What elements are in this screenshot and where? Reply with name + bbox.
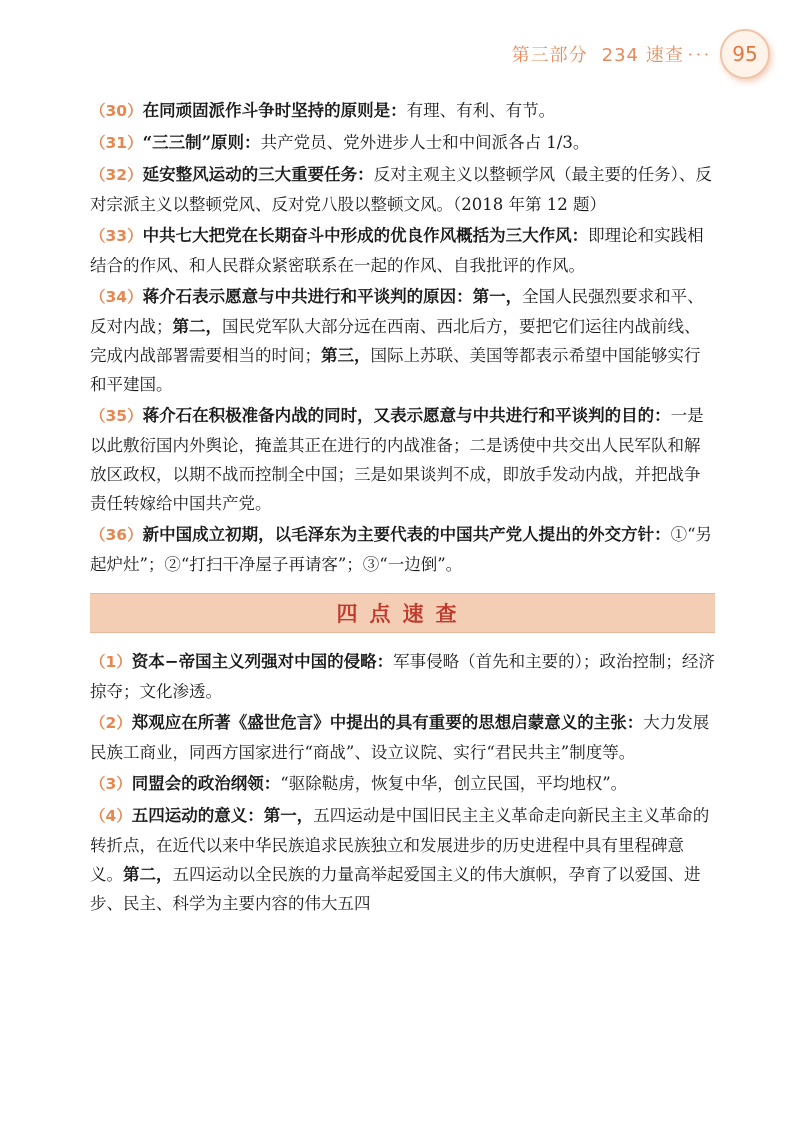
item-point-label: 第一， bbox=[263, 806, 314, 825]
item-point-text: 五四运动是中国旧民主主义革命走向新民主主义革命的转折点，在近代以来中华民族追求民族独立和发展进步的历史进程中具有里程碑意义。 bbox=[90, 806, 710, 884]
item-heading: 资本−帝国主义列强对中国的侵略： bbox=[131, 652, 394, 671]
item-point-text: 全国人民强烈要求和平、反对内战； bbox=[90, 287, 704, 336]
item-heading: 蒋介石在积极准备内战的同时，又表示愿意与中共进行和平谈判的目的： bbox=[142, 406, 671, 425]
item-heading: 五四运动的意义： bbox=[131, 806, 264, 825]
item-text: 即理论和实践相结合的作风、和人民群众紧密联系在一起的作风、自我批评的作风。 bbox=[90, 226, 704, 275]
header-title: 234 速查 bbox=[601, 45, 684, 66]
list-item bbox=[90, 160, 715, 219]
item-heading: 郑观应在所著《盛世危言》中提出的具有重要的思想启蒙意义的主张： bbox=[131, 713, 644, 732]
item-text: 有理、有利、有节。 bbox=[406, 101, 556, 120]
item-point-label: 第二， bbox=[172, 317, 222, 336]
page-header bbox=[512, 30, 770, 78]
list-item bbox=[90, 708, 715, 767]
item-list-top bbox=[90, 96, 715, 579]
item-number: （32） bbox=[90, 166, 143, 184]
item-number: （34） bbox=[90, 288, 143, 306]
list-item bbox=[90, 769, 715, 799]
item-heading: 同盟会的政治纲领： bbox=[131, 774, 281, 793]
item-text: 军事侵略（首先和主要的）；政治控制；经济掠夺；文化渗透。 bbox=[90, 652, 715, 701]
section-banner bbox=[90, 593, 715, 633]
item-point-label: 第一， bbox=[472, 287, 523, 306]
list-item bbox=[90, 282, 715, 399]
item-number: （31） bbox=[90, 134, 143, 152]
item-number: （2） bbox=[90, 714, 132, 732]
list-item bbox=[90, 401, 715, 518]
list-item bbox=[90, 128, 715, 158]
page-number: 95 bbox=[720, 29, 770, 79]
item-text: 大力发展民族工商业，同西方国家进行“商战”、设立议院、实行“君民共主”制度等。 bbox=[90, 713, 710, 762]
item-heading: 蒋介石表示愿意与中共进行和平谈判的原因： bbox=[142, 287, 473, 306]
item-point-label: 第二， bbox=[123, 865, 173, 884]
item-number: （3） bbox=[90, 775, 132, 793]
item-number: （30） bbox=[90, 102, 143, 120]
header-dots-icon: ··· bbox=[687, 44, 712, 64]
item-heading: 新中国成立初期，以毛泽东为主要代表的中国共产党人提出的外交方针： bbox=[142, 525, 671, 544]
list-item bbox=[90, 221, 715, 280]
item-text: ①“另起炉灶”；②“打扫干净屋子再请客”；③“一边倒”。 bbox=[90, 525, 713, 574]
item-heading: “三三制”原则： bbox=[142, 133, 261, 152]
page-content bbox=[90, 96, 715, 920]
item-heading: 延安整风运动的三大重要任务： bbox=[142, 165, 374, 184]
item-point-text: 国际上苏联、美国等都表示希望中国能够实行和平建国。 bbox=[90, 346, 701, 394]
item-number: （35） bbox=[90, 407, 143, 425]
item-number: （33） bbox=[90, 227, 143, 245]
list-item bbox=[90, 647, 715, 706]
section-title: 四点速查 bbox=[336, 602, 469, 626]
item-point-text: 国民党军队大部分远在西南、西北后方，要把它们运往内战前线、完成内战部署需要相当的时间； bbox=[90, 317, 701, 365]
header-section-label: 第三部分 bbox=[511, 45, 588, 66]
item-heading: 在同顽固派作斗争时坚持的原则是： bbox=[142, 101, 407, 120]
item-number: （36） bbox=[90, 526, 143, 544]
item-point-text: 五四运动以全民族的力量高举起爱国主义的伟大旗帜，孕育了以爱国、进步、民主、科学为主要内容的伟大五四 bbox=[90, 865, 701, 913]
list-item bbox=[90, 96, 715, 126]
item-text: 一是以此敷衍国内外舆论，掩盖其正在进行的内战准备；二是诱使中共交出人民军队和解放区政权，以期不战而控制全中国；三是如果谈判不成，即放手发动内战，并把战争责任转嫁给中国共产党。 bbox=[90, 406, 704, 513]
list-item bbox=[90, 801, 715, 918]
item-number: （1） bbox=[90, 653, 132, 671]
item-list-bottom bbox=[90, 647, 715, 918]
item-heading: 中共七大把党在长期奋斗中形成的优良作风概括为三大作风： bbox=[142, 226, 589, 245]
item-number: （4） bbox=[90, 807, 132, 825]
item-text: “驱除鞑虏，恢复中华，创立民国，平均地权”。 bbox=[280, 774, 628, 793]
item-text: 共产党员、党外进步人士和中间派各占 1/3。 bbox=[260, 133, 590, 152]
item-point-label: 第三， bbox=[321, 346, 371, 365]
item-text: 反对主观主义以整顿学风（最主要的任务）、反对宗派主义以整顿党风、反对党八股以整顿文风。（2018 年第 12 题） bbox=[90, 165, 712, 214]
list-item bbox=[90, 520, 715, 579]
